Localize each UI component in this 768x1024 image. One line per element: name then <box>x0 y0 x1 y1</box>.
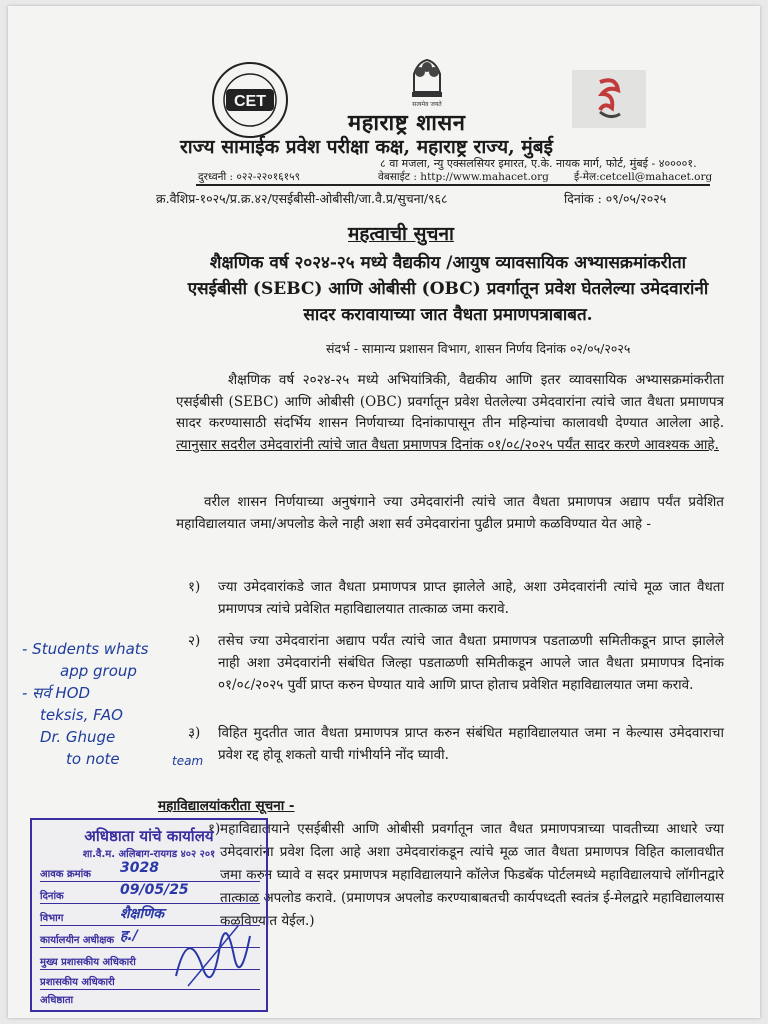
stamp-row-label: प्रशासकीय अधिकारी <box>40 977 115 988</box>
list-item <box>168 722 724 768</box>
department-title: राज्य सामाईक प्रवेश परीक्षा कक्ष, महाराष्ट्र राज्य, मुंबई <box>180 136 553 158</box>
paragraph-1 <box>176 370 724 456</box>
list-item <box>168 630 724 722</box>
stamp-row-label: आवक क्रमांक <box>40 869 91 880</box>
subject-line: शैक्षणिक वर्ष २०२४-२५ मध्ये वैद्यकीय /आयुष व्यावसायिक अभ्यासक्रमांकरीता <box>209 253 687 273</box>
college-instructions-heading: महाविद्यालयांकरीता सूचना - <box>158 798 295 814</box>
document-page <box>8 6 760 1018</box>
handwritten-line: app group <box>60 662 137 680</box>
list-item-number: २) <box>188 633 201 649</box>
subject <box>168 250 728 328</box>
stamp-row <box>40 860 260 882</box>
stamp-row-value: ह./ <box>120 928 138 944</box>
stamp-row-value: शैक्षणिक <box>120 906 165 922</box>
handwritten-note <box>22 638 172 794</box>
signature <box>168 906 258 1006</box>
stamp-title: अधिष्ठाता यांचे कार्यालय <box>84 827 214 845</box>
stamp-row-value: 09/05/25 <box>120 882 189 898</box>
subject-line: एसईबीसी (SEBC) आणि ओबीसी (OBC) प्रवर्गातून प्रवेश घेतलेल्या उमेदवारांनी <box>187 279 709 299</box>
header-divider <box>196 184 710 186</box>
emblem-motto: सत्यमेव जयते <box>412 101 442 108</box>
stamp-row-label: कार्यालयीन अधीक्षक <box>40 935 115 946</box>
list-item-text: ज्या उमेदवारांकडे जात वैधता प्रमाणपत्र प्राप्त झालेले आहे, अशा उमेदवारांनी त्यांचे मूळ जात वैधता प्रमाणपत्र त्यांचे प्रवेशित महाविद्यालयात तात्काळ जमा करावे. <box>218 579 724 617</box>
address-line: ८ वा मजला, न्यु एक्सलसियर इमारत, ए.के. नायक मार्ग, फोर्ट, मुंबई - ४००००१. <box>380 157 697 170</box>
email: ई-मेल:cetcell@mahacet.org <box>574 171 713 183</box>
stamp-row-label: मुख्य प्रशासकीय अधिकारी <box>40 957 136 968</box>
stamp-row-label: अधिष्ठाता <box>40 995 74 1006</box>
handwritten-line: - सर्व HOD <box>22 684 91 702</box>
college-item-number: १) <box>208 821 221 837</box>
right-logo <box>570 68 648 130</box>
stamp-row <box>40 882 260 904</box>
reference-number: क्र.वैशिप्र-१०२५/प्र.क्र.४२/एसईबीसी-ओबीसी/जा.वै.प्र/सुचना/९६८ <box>156 191 448 206</box>
website: वेबसाईट : http://www.mahacet.org <box>378 171 549 183</box>
paragraph-1-text: शैक्षणिक वर्ष २०२४-२५ मध्ये अभियांत्रिकी, वैद्यकीय आणि इतर व्यावसायिक अभ्यासक्रमांकरीता एसईबीसी (SEBC) आणि ओबीसी (OBC) प्रवर्गातून प्रवेश घेतलेल्या उमेदवारांना त्यांचे जात वैधता प्रमाणपत्र सादर करण्यासाठी संदर्भिय शासन निर्णयाच्या दिनांकापासून तीन महिन्यांचा कालावधी देण्यात आलेला आहे. <box>176 372 724 431</box>
paragraph-2: वरील शासन निर्णयाच्या अनुषंगाने ज्या उमेदवारांनी त्यांचे जात वैधता प्रमाणपत्र अद्याप पर्यंत प्रवेशित महाविद्यालयात जमा/अपलोड केले नाही अशा सर्व उमेदवारांना पुढील प्रमाणे कळविण्यात येत आहे - <box>176 494 724 532</box>
handwritten-line: Dr. Ghuge <box>40 728 116 746</box>
handwritten-extra: team <box>172 754 204 768</box>
state-emblem <box>400 52 454 108</box>
handwritten-line: - Students whats <box>22 640 149 658</box>
stamp-row-label: दिनांक <box>40 891 64 902</box>
list-item-text: विहित मुदतीत जात वैधता प्रमाणपत्र प्राप्त करुन संबंधित महाविद्यालयात जमा न केल्यास उमेदवाराचा प्रवेश रद्द होवू शकतो याची गांभीर्याने नोंद घ्यावी. <box>218 725 724 763</box>
list-item-number: १) <box>188 579 201 595</box>
handwritten-line: to note <box>66 750 120 768</box>
list-item <box>168 576 724 622</box>
government-title: महाराष्ट्र शासन <box>348 110 466 136</box>
list-item-number: ३) <box>188 725 201 741</box>
letter-date: दिनांक : ०९/०५/२०२५ <box>564 191 667 206</box>
college-item-text: महाविद्यालयाने एसईबीसी आणि ओबीसी प्रवर्गातून जात वैधत प्रमाणपत्राच्या पावतीच्या आधारे ज्या उमेदवारांना प्रवेश दिला आहे अशा उमेदवारांकडून त्यांचे मूळ जात वैधता प्रमाणपत्र विहित कालावधीत जमा करुन घ्यावे व सदर प्रमाणपत्र महाविद्यालयाने कॉलेज फिडबॅक पोर्टलमध्ये महाविद्यालयाचे लॉगीनद्वारे तात्काळ अपलोड करावे. (प्रमाणपत्र अपलोड करण्याबाबतची कार्यपध्दती स्वतंत्र ई-मेलद्वारे महाविद्यालयास कळविण्यात येईल.) <box>220 821 724 929</box>
stamp-row-label: विभाग <box>40 913 64 924</box>
handwritten-line: teksis, FAO <box>40 706 123 724</box>
notice-title: महत्वाची सुचना <box>348 223 454 245</box>
cet-logo <box>204 61 296 139</box>
phone: दुरध्वनी : ०२२-२२०१६१५९ <box>198 171 301 183</box>
cet-logo-text: CET <box>234 93 266 110</box>
subject-line: सादर करावायाच्या जात वैधता प्रमाणपत्राबाबत. <box>303 305 593 325</box>
paragraph-1-underlined: त्यानुसार सदरील उमेदवारांनी त्यांचे जात वैधता प्रमाणपत्र दिनांक ०१/०८/२०२५ पर्यंत सादर करणे आवश्यक आहे. <box>176 436 719 453</box>
stamp-row-value: 3028 <box>120 860 159 876</box>
reference-line: संदर्भ - सामान्य प्रशासन विभाग, शासन निर्णय दिनांक ०२/०५/२०२५ <box>326 341 631 356</box>
stamp-address: शा.वै.म. अलिबाग-रायगड ४०२ २०१ <box>82 849 216 860</box>
list-item-text: तसेच ज्या उमेदवारांना अद्याप पर्यंत त्यांचे जात वैधता प्रमाणपत्र पडताळणी समितीकडून प्राप्त झालेले नाही अशा उमेदवारांनी संबंधित जिल्हा पडताळणी समितीकडून आपले जात वैधता प्रमाणपत्र दिनांक ०१/०८/२०२५ पुर्वी प्राप्त करुन घेण्यात यावे आणि प्राप्त होताच प्रवेशित महाविद्यालयात जमा करावे. <box>218 633 724 693</box>
